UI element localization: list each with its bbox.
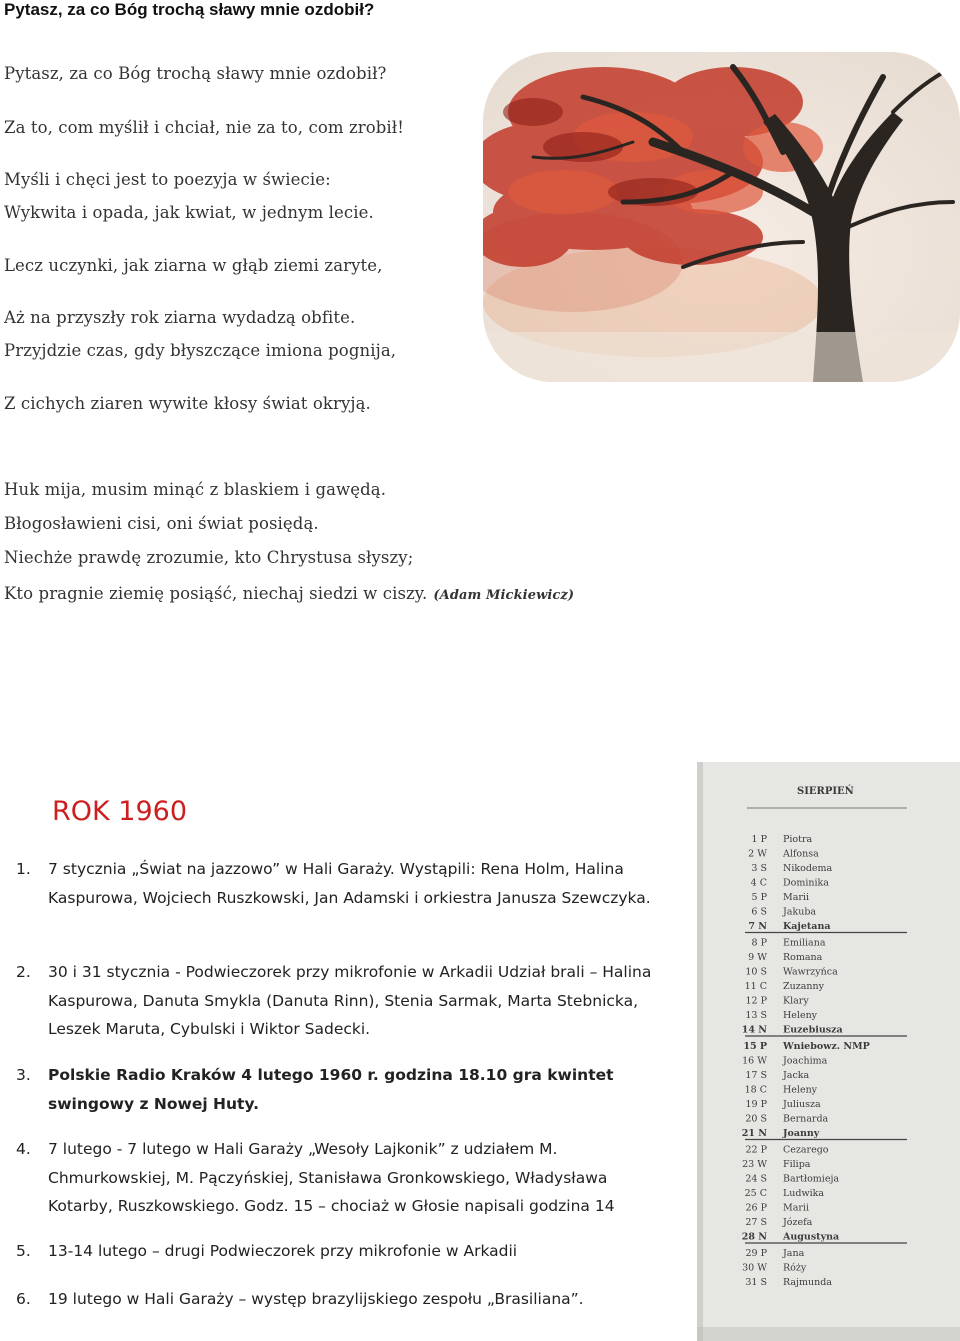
item-text: 7 lutego - 7 lutego w Hali Garaży „Wesoły Lajkonik” z udziałem M. Chmurkowskiej, M. Pączyńskiej, Stanisława Gronkowskiego, Władysława Kotarby, Ruszkowskiego. Godz. 15 – chociaż w Głosie napisali godzina 14 <box>48 1140 615 1215</box>
item-number: 2. <box>16 963 31 981</box>
calendar-day <box>742 1056 828 1067</box>
svg-text:Juliusza: Juliusza <box>783 1099 821 1110</box>
svg-text:17 S: 17 S <box>745 1070 767 1081</box>
svg-text:25 C: 25 C <box>744 1188 767 1199</box>
svg-text:19 P: 19 P <box>745 1099 767 1110</box>
svg-text:Ludwika: Ludwika <box>783 1188 825 1199</box>
svg-text:8 P: 8 P <box>751 937 767 949</box>
svg-text:22 P: 22 P <box>745 1144 767 1156</box>
list-item <box>16 958 676 1044</box>
item-text: 19 lutego w Hali Garaży – występ brazylijskiego zespołu „Brasiliana”. <box>48 1290 584 1308</box>
poem-line-text: Kto pragnie ziemię posiąść, niechaj siedzi w ciszy. <box>4 584 428 603</box>
calendar-day <box>745 981 825 992</box>
svg-text:Marii: Marii <box>783 1202 810 1214</box>
svg-text:Cezarego: Cezarego <box>783 1144 829 1156</box>
item-number: 5. <box>16 1242 31 1260</box>
item-text: 13-14 lutego – drugi Podwieczorek przy mikrofonie w Arkadii <box>48 1242 518 1260</box>
svg-text:6 S: 6 S <box>751 906 767 918</box>
svg-text:Jacka: Jacka <box>783 1070 810 1081</box>
poem-author: (Adam Mickiewicz) <box>433 588 575 603</box>
calendar-day <box>745 1188 825 1199</box>
poem-line-last <box>4 584 574 603</box>
poem-line: Przyjdzie czas, gdy błyszczące imiona pognija, <box>4 341 397 360</box>
svg-text:Joanny: Joanny <box>783 1128 820 1139</box>
poem-line: Za to, com myślił i chciał, nie za to, com zrobił! <box>4 118 404 137</box>
svg-text:12 P: 12 P <box>745 995 767 1007</box>
item-number: 6. <box>16 1290 31 1308</box>
svg-text:5 P: 5 P <box>751 892 767 903</box>
poem-line: Aż na przyszły rok ziarna wydadzą obfite. <box>4 308 356 327</box>
poem-line: Niechże prawdę zrozumie, kto Chrystusa słyszy; <box>4 548 414 567</box>
svg-text:2 W: 2 W <box>748 848 767 860</box>
svg-text:24 S: 24 S <box>745 1173 767 1185</box>
svg-text:4 C: 4 C <box>750 877 767 889</box>
calendar-day <box>745 1277 832 1288</box>
item-text: Polskie Radio Kraków 4 lutego 1960 r. godzina 18.10 gra kwintet swingowy z Nowej Huty. <box>48 1066 614 1113</box>
calendar-day <box>751 878 830 889</box>
svg-text:Filipa: Filipa <box>783 1159 811 1170</box>
svg-text:15 P: 15 P <box>743 1041 767 1052</box>
svg-text:Heleny: Heleny <box>783 1010 818 1021</box>
svg-text:31 S: 31 S <box>745 1277 767 1288</box>
svg-text:20 S: 20 S <box>745 1113 767 1125</box>
list-item <box>16 1135 676 1221</box>
svg-text:Klary: Klary <box>783 995 809 1007</box>
svg-text:Joachima: Joachima <box>783 1055 828 1067</box>
svg-text:10 S: 10 S <box>745 966 767 978</box>
svg-text:16 W: 16 W <box>742 1055 767 1067</box>
svg-text:Bernarda: Bernarda <box>783 1113 829 1125</box>
svg-text:Alfonsa: Alfonsa <box>783 848 819 860</box>
svg-text:13 S: 13 S <box>745 1010 767 1021</box>
list-item <box>16 1237 676 1266</box>
calendar-day <box>742 1025 843 1036</box>
svg-text:28 N: 28 N <box>741 1231 767 1243</box>
svg-text:21 N: 21 N <box>741 1128 767 1139</box>
svg-text:3 S: 3 S <box>751 863 767 874</box>
calendar-day <box>745 967 838 978</box>
svg-text:Nikodema: Nikodema <box>783 863 833 874</box>
poem-line: Myśli i chęci jest to poezyja w świecie: <box>4 170 331 189</box>
svg-text:Jana: Jana <box>783 1248 805 1259</box>
poem-line: Z cichych ziaren wywite kłosy świat okryją. <box>4 394 371 413</box>
calendar-day <box>752 938 826 949</box>
svg-text:Euzebiusza: Euzebiusza <box>783 1024 843 1036</box>
item-number: 1. <box>16 860 31 878</box>
poem-line: Pytasz, za co Bóg trochą sławy mnie ozdobił? <box>4 64 387 83</box>
svg-text:Piotra: Piotra <box>783 834 813 845</box>
svg-text:29 P: 29 P <box>745 1248 767 1259</box>
document-title: Pytasz, za co Bóg trochą sławy mnie ozdobił? <box>4 0 375 19</box>
svg-text:14 N: 14 N <box>741 1024 767 1036</box>
svg-text:Wawrzyńca: Wawrzyńca <box>783 966 838 978</box>
list-item <box>16 1285 676 1314</box>
calendar-day <box>745 1174 839 1185</box>
svg-text:23 W: 23 W <box>742 1159 767 1170</box>
calendar-day <box>748 849 819 860</box>
list-item <box>16 855 676 912</box>
section-title: ROK 1960 <box>52 796 188 827</box>
calendar-month-title: SIERPIEŃ <box>797 786 854 797</box>
item-text: 7 stycznia „Świat na jazzowo” w Hali Garaży. Wystąpili: Rena Holm, Halina Kaspurowa, Wojciech Ruszkowski, Jan Adamski i orkiestra Janusza Szewczyka. <box>48 860 651 907</box>
svg-text:Rajmunda: Rajmunda <box>783 1277 832 1288</box>
svg-text:Wniebowz. NMP: Wniebowz. NMP <box>783 1041 870 1052</box>
poem-line: Lecz uczynki, jak ziarna w głąb ziemi zaryte, <box>4 256 383 275</box>
svg-text:27 S: 27 S <box>745 1217 767 1228</box>
svg-text:Jakuba: Jakuba <box>783 906 817 918</box>
poem-line: Wykwita i opada, jak kwiat, w jednym lecie. <box>4 203 374 222</box>
svg-text:Róży: Róży <box>783 1262 807 1274</box>
svg-text:Emiliana: Emiliana <box>783 937 826 949</box>
calendar-day <box>745 1145 828 1156</box>
svg-text:Bartłomieja: Bartłomieja <box>783 1173 840 1185</box>
list-item <box>16 1061 676 1118</box>
calendar-day <box>751 863 832 874</box>
calendar-day <box>751 907 816 918</box>
svg-text:Romana: Romana <box>783 952 823 963</box>
calendar-day <box>748 952 823 963</box>
svg-text:Kajetana: Kajetana <box>783 921 831 932</box>
autumn-tree-image <box>483 52 960 382</box>
item-text: 30 i 31 stycznia - Podwieczorek przy mikrofonie w Arkadii Udział brali – Halina Kaspurowa, Danuta Smykla (Danuta Rinn), Stenia Sarmak, Marta Stebnicka, Leszek Maruta, Cybulski i Wiktor Sadecki. <box>48 963 652 1038</box>
svg-text:Marii: Marii <box>783 892 810 903</box>
svg-text:Augustyna: Augustyna <box>783 1231 840 1243</box>
poem-line: Błogosławieni cisi, oni świat posiędą. <box>4 514 319 533</box>
calendar-day <box>742 1232 839 1243</box>
svg-text:9 W: 9 W <box>748 952 767 963</box>
svg-text:26 P: 26 P <box>745 1202 767 1214</box>
svg-text:18 C: 18 C <box>744 1084 767 1096</box>
poem-line: Huk mija, musim minąć z blaskiem i gawędą. <box>4 480 387 499</box>
svg-text:11 C: 11 C <box>744 981 767 992</box>
svg-text:1 P: 1 P <box>751 834 767 845</box>
svg-text:Dominika: Dominika <box>783 877 829 889</box>
svg-text:7 N: 7 N <box>748 921 767 932</box>
calendar-day <box>752 834 813 845</box>
calendar-day <box>745 1114 828 1125</box>
svg-text:30 W: 30 W <box>742 1262 767 1274</box>
item-number: 4. <box>16 1140 31 1158</box>
svg-text:Józefa: Józefa <box>783 1217 813 1228</box>
calendar-day <box>745 1099 821 1110</box>
item-number: 3. <box>16 1066 31 1084</box>
calendar-day <box>743 1041 869 1052</box>
calendar-scan-image <box>697 762 960 1341</box>
svg-text:Zuzanny: Zuzanny <box>783 981 824 992</box>
svg-text:Heleny: Heleny <box>783 1084 818 1096</box>
calendar-day <box>748 921 830 932</box>
